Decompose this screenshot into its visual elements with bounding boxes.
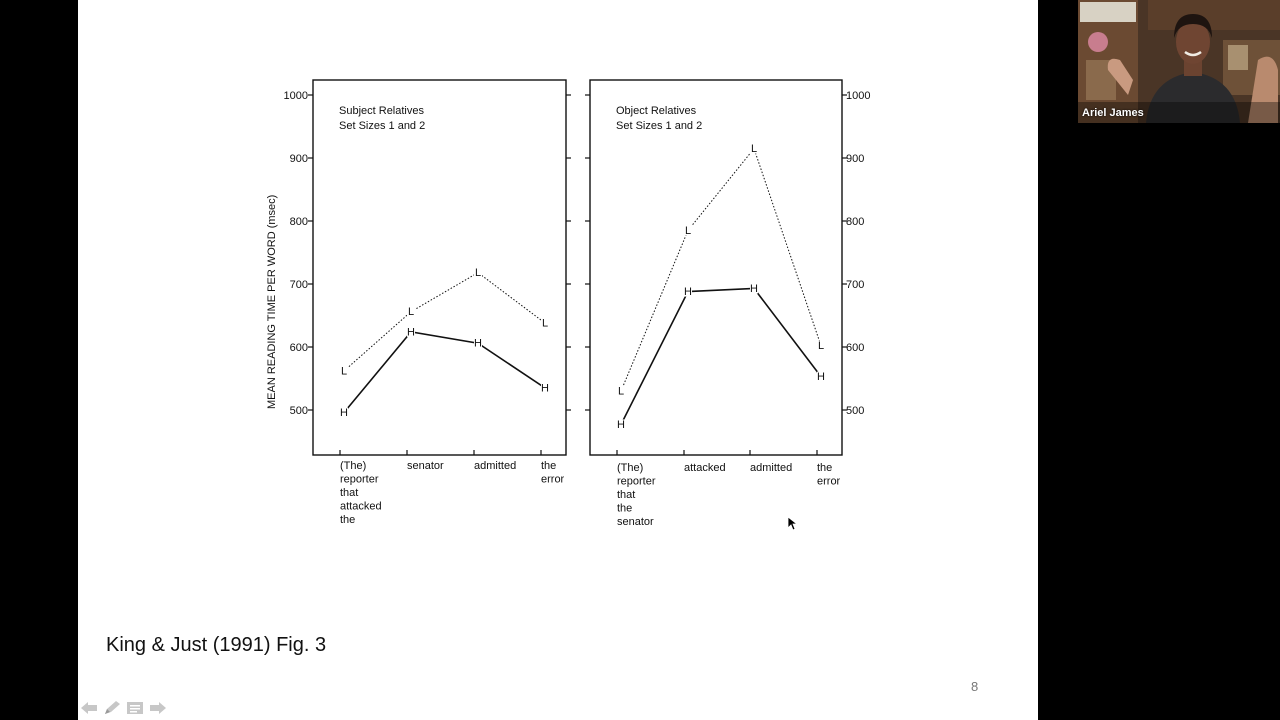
point-marker: H [750, 282, 758, 295]
menu-icon[interactable] [124, 698, 145, 718]
point-marker: L [817, 340, 825, 353]
participant-video-frame [1078, 0, 1280, 123]
y-tick-label: 500 [846, 405, 865, 417]
plot-frame [313, 80, 566, 455]
chart-subtitle: Set Sizes 1 and 2 [339, 120, 426, 132]
point-marker: H [617, 418, 625, 431]
point-marker: H [684, 286, 692, 299]
x-tick-label: attacked [684, 462, 726, 474]
x-tick-label: senator [407, 460, 444, 472]
point-marker: L [474, 267, 482, 280]
point-marker: L [617, 385, 625, 398]
point-marker: L [407, 306, 415, 319]
slide-caption: King & Just (1991) Fig. 3 [106, 634, 327, 656]
x-tick-label: (The) [340, 460, 367, 472]
x-tick-label: that [617, 489, 636, 501]
point-marker: L [750, 143, 758, 156]
x-tick-label: senator [617, 516, 654, 528]
y-tick-label: 800 [846, 216, 865, 228]
x-tick-label: that [340, 487, 359, 499]
x-tick-label: attacked [340, 500, 382, 513]
x-tick-label: the [817, 462, 833, 474]
x-tick-label: admitted [750, 462, 793, 474]
y-tick-label: 600 [289, 342, 308, 354]
point-marker: H [407, 326, 415, 339]
chart-title: Subject Relatives [339, 105, 424, 117]
x-tick-label: reporter [617, 475, 656, 488]
x-tick-label: the [340, 514, 356, 526]
point-marker: L [340, 365, 348, 378]
y-tick-label: 1000 [846, 90, 871, 102]
mouse-cursor-icon [788, 517, 798, 531]
pen-icon[interactable] [101, 698, 122, 718]
series-line-H [621, 288, 821, 424]
series-line-L [621, 149, 821, 392]
y-tick-label: 900 [289, 153, 308, 165]
chart-subtitle: Set Sizes 1 and 2 [616, 120, 703, 132]
y-tick-label: 700 [289, 279, 308, 291]
point-marker: L [684, 224, 692, 237]
x-tick-label: error [817, 475, 841, 488]
y-axis-label: MEAN READING TIME PER WORD (msec) [266, 194, 278, 409]
page-number: 8 [971, 679, 979, 694]
series-line-L [344, 273, 545, 371]
slide [78, 0, 1038, 720]
y-tick-label: 1000 [283, 90, 308, 102]
arrow-left-icon[interactable] [78, 698, 99, 718]
point-marker: L [541, 317, 549, 330]
y-tick-label: 900 [846, 153, 865, 165]
x-tick-label: error [541, 473, 565, 486]
point-marker: H [340, 407, 348, 420]
y-tick-label: 700 [846, 279, 865, 291]
x-tick-label: admitted [474, 460, 517, 472]
slide-nav-bar [78, 698, 168, 718]
x-tick-label: reporter [340, 473, 379, 486]
point-marker: H [541, 382, 549, 395]
point-marker: H [817, 371, 825, 384]
arrow-right-icon[interactable] [147, 698, 168, 718]
x-tick-label: (The) [617, 462, 644, 474]
plot-frame [590, 80, 842, 455]
participant-name: Ariel James [1082, 107, 1144, 119]
figure [78, 0, 1038, 720]
x-tick-label: the [541, 460, 557, 472]
chart-title: Object Relatives [616, 105, 697, 117]
x-tick-label: the [617, 502, 633, 515]
y-tick-label: 600 [846, 342, 865, 354]
point-marker: H [474, 337, 482, 350]
y-tick-label: 800 [289, 216, 308, 228]
y-tick-label: 500 [289, 405, 308, 417]
participant-video-tile[interactable] [1078, 0, 1280, 123]
